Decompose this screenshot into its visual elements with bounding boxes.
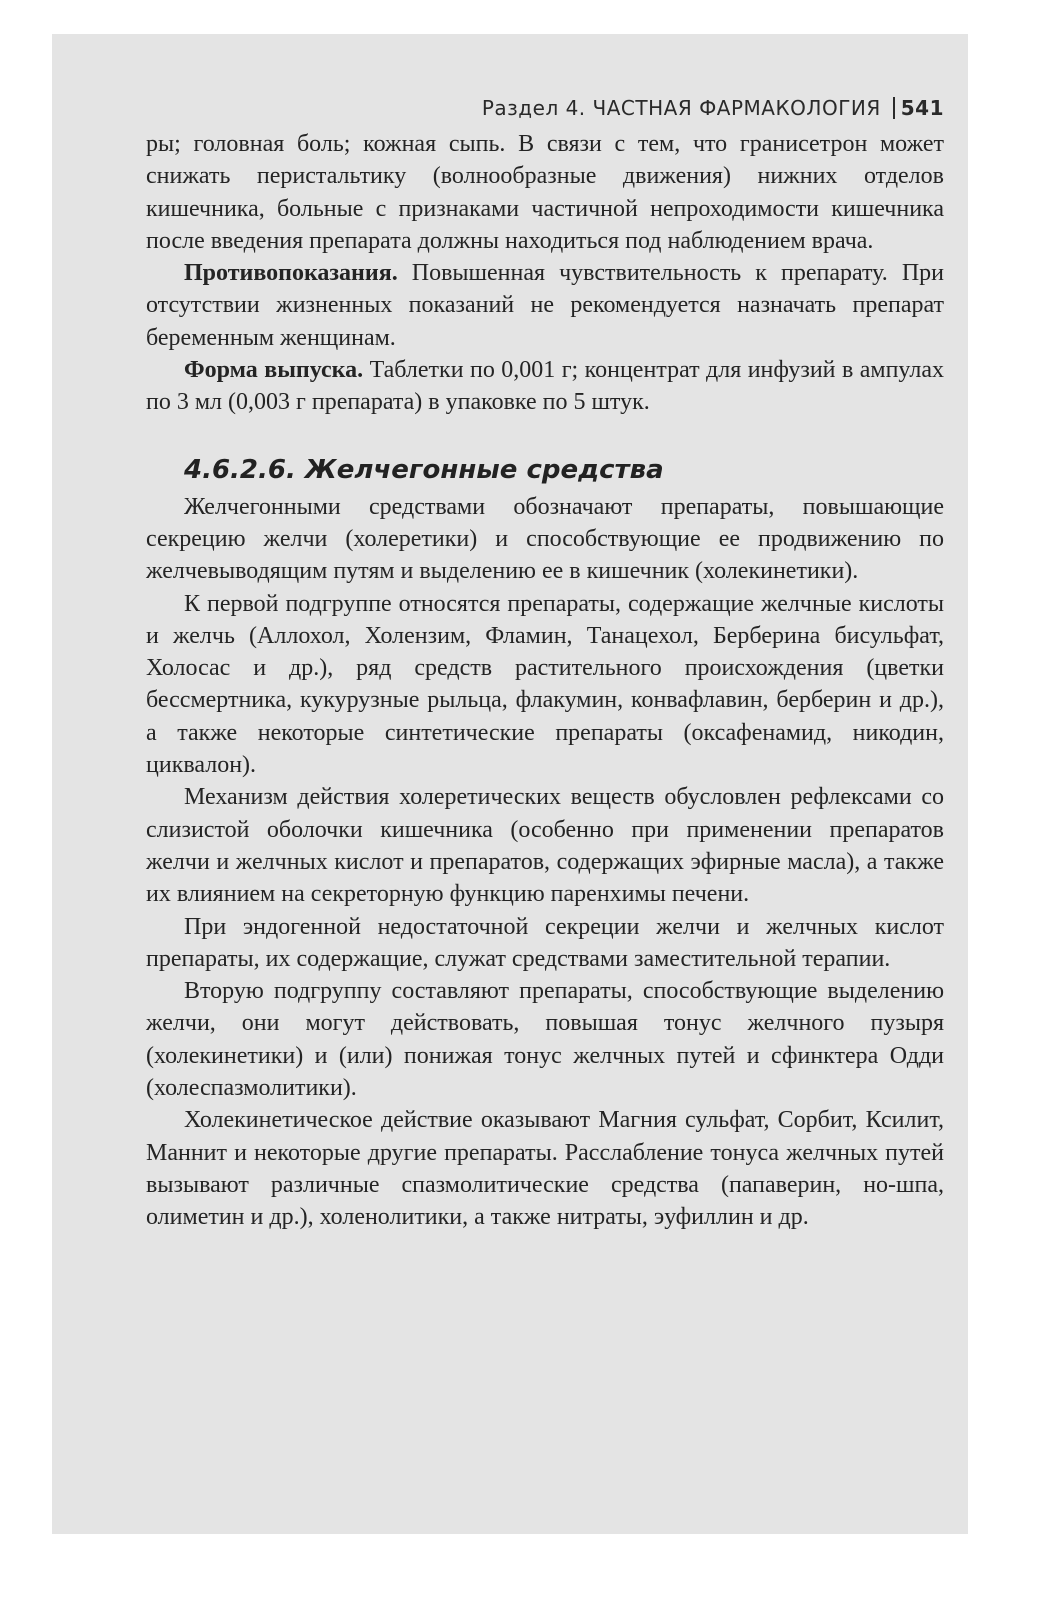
paragraph-continuation: ры; головная боль; кожная сыпь. В связи с тем, что гранисетрон может снижать перистальтику (волнообразные движения) нижних отделов кишечника, больные с признаками частичной непроходимости кишечника после введения препарата должны находиться под наблюдением врача. (146, 131, 944, 254)
contraindications-text: Повышенная чувствительность к препарату. При отсутствии жизненных показаний не рекомендуется назначать препарат беременным женщинам. (146, 260, 944, 351)
header-divider (893, 97, 895, 119)
section-paragraph: При эндогенной недостаточной секреции желчи и желчных кислот препараты, их содержащие, служат средствами заместительной терапии. (146, 913, 944, 972)
contraindications-label: Противопоказания. (184, 260, 398, 287)
paragraph-release-form (146, 354, 944, 419)
running-header-title: Раздел 4. ЧАСТНАЯ ФАРМАКОЛОГИЯ (481, 96, 881, 120)
release-form-label: Форма выпуска. (184, 357, 364, 384)
release-form-text: Таблетки по 0,001 г; концентрат для инфузий в ампулах по 3 мл (0,003 г препарата) в упаковке по 5 штук. (146, 357, 945, 416)
running-header (146, 88, 944, 128)
section-paragraph: Механизм действия холеретических веществ обусловлен рефлексами со слизистой оболочки кишечника (особенно при применении препаратов желчи и желчных кислот и препаратов, содержащих эфирные масла), а также их влиянием на секреторную функцию паренхимы печени. (146, 784, 944, 908)
section-paragraph: К первой подгруппе относятся препараты, содержащие желчные кислоты и желчь (Аллохол, Холензим, Фламин, Танацехол, Берберина бисульфат, Холосас и др.), ряд средств растительного происхождения (цветки бессмертника, кукурузные рыльца, флакумин, конвафлавин, берберин и др.), а также некоторые синтетические препараты (оксафенамид, никодин, циквалон). (146, 590, 944, 779)
section-heading: 4.6.2.6. Желчегонные средства (184, 454, 664, 485)
page-content (146, 88, 944, 1234)
section-paragraph: Холекинетическое действие оказывают Магния сульфат, Сорбит, Ксилит, Маннит и некоторые другие препараты. Расслабление тонуса желчных путей вызывают различные спазмолитические средства (папаверин, но-шпа, олиметин и др.), холенолитики, а также нитраты, эуфиллин и др. (146, 1107, 944, 1231)
section-paragraph: Желчегонными средствами обозначают препараты, повышающие секрецию желчи (холеретики) и способствующие ее продвижению по желчевыводящим путям и выделению ее в кишечник (холекинетики). (146, 493, 944, 585)
page-number: 541 (900, 96, 944, 120)
body-text (146, 128, 944, 1234)
paragraph-contraindications (146, 257, 944, 354)
section-paragraph: Вторую подгруппу составляют препараты, способствующие выделению желчи, они могут действовать, повышая тонус желчного пузыря (холекинетики) и (или) понижая тонус желчных путей и сфинктера Одди (холеспазмолитики). (146, 978, 944, 1102)
book-page (52, 34, 968, 1534)
